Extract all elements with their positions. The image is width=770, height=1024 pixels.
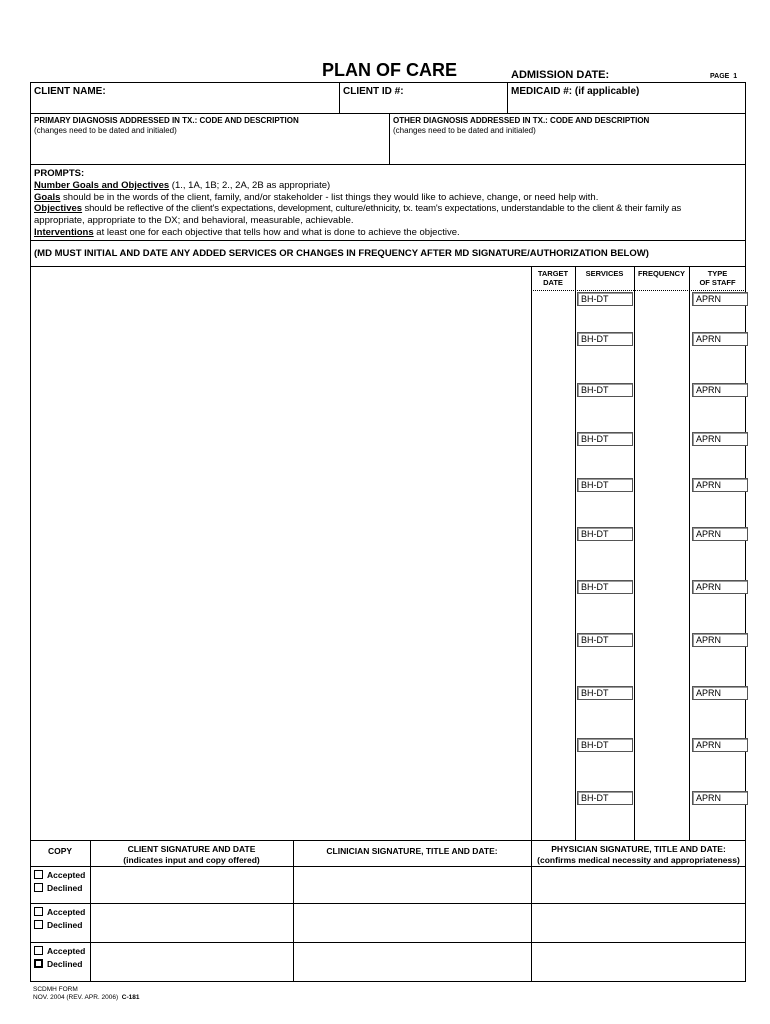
accepted-option-1[interactable]: Accepted — [34, 869, 85, 882]
prompts-heading: PROMPTS: — [34, 168, 85, 179]
admission-date-label: ADMISSION DATE: — [511, 69, 610, 81]
client-id-label: CLIENT ID #: — [343, 86, 404, 97]
declined-checkbox-1[interactable] — [34, 883, 43, 892]
declined-checkbox-3[interactable] — [34, 959, 43, 968]
prompt-line-4: appropriate, appropriate to the DX; and behavioral, measurable, achievable. — [34, 215, 354, 227]
staff-field-5[interactable]: APRN — [692, 478, 748, 492]
staff-field-6[interactable]: APRN — [692, 527, 748, 541]
form-footer — [33, 986, 140, 1002]
prompt-line-2: Goals should be in the words of the client, family, and/or stakeholder - list things they would like to achieve, change, or need help with. — [34, 191, 599, 203]
declined-option-3[interactable]: Declined — [34, 958, 85, 971]
staff-field-1[interactable]: APRN — [692, 292, 748, 306]
staff-field-3[interactable]: APRN — [692, 383, 748, 397]
services-field-11[interactable]: BH-DT — [577, 791, 633, 805]
prompts-section — [34, 168, 746, 239]
services-field-5[interactable]: BH-DT — [577, 478, 633, 492]
page-number: 1 — [733, 73, 738, 80]
other-diagnosis-label: OTHER DIAGNOSIS ADDRESSED IN TX.: CODE AND DESCRIPTION — [393, 116, 650, 125]
page-label: PAGE 1 — [710, 73, 738, 80]
client-name-label: CLIENT NAME: — [34, 86, 106, 97]
declined-checkbox-2[interactable] — [34, 920, 43, 929]
primary-diagnosis-label: PRIMARY DIAGNOSIS ADDRESSED IN TX.: CODE AND DESCRIPTION — [34, 116, 299, 125]
staff-field-10[interactable]: APRN — [692, 738, 748, 752]
services-field-9[interactable]: BH-DT — [577, 686, 633, 700]
other-diagnosis-note: (changes need to be dated and initialed) — [393, 126, 536, 135]
md-notice: (MD MUST INITIAL AND DATE ANY ADDED SERVICES OR CHANGES IN FREQUENCY AFTER MD SIGNATURE/AUTHORIZATION BELOW) — [34, 248, 649, 259]
prompt-line-1: Number Goals and Objectives (1., 1A, 1B; 2., 2A, 2B as appropriate) — [34, 179, 331, 191]
prompt-line-5: Interventions at least one for each objective that tells how and what is done to achieve the objective. — [34, 226, 460, 238]
copy-options-2 — [34, 906, 85, 932]
frequency-header: FREQUENCY — [637, 269, 686, 278]
services-field-7[interactable]: BH-DT — [577, 580, 633, 594]
type-of-staff-header: TYPE OF STAFF — [699, 269, 736, 287]
copy-options-3 — [34, 945, 85, 971]
medicaid-label: MEDICAID #: (if applicable) — [511, 86, 640, 97]
staff-field-4[interactable]: APRN — [692, 432, 748, 446]
declined-option-2[interactable]: Declined — [34, 919, 85, 932]
client-signature-header: CLIENT SIGNATURE AND DATE (indicates input and copy offered) — [123, 844, 260, 865]
footer-revision: NOV. 2004 (REV. APR. 2006) C-181 — [33, 994, 140, 1001]
staff-field-8[interactable]: APRN — [692, 633, 748, 647]
footer-form-label: SCDMH FORM — [33, 986, 78, 993]
accepted-option-2[interactable]: Accepted — [34, 906, 85, 919]
services-field-1[interactable]: BH-DT — [577, 292, 633, 306]
accepted-checkbox-3[interactable] — [34, 946, 43, 955]
footer-form-number: C-181 — [121, 994, 140, 1001]
services-field-3[interactable]: BH-DT — [577, 383, 633, 397]
declined-option-1[interactable]: Declined — [34, 882, 85, 895]
services-field-10[interactable]: BH-DT — [577, 738, 633, 752]
services-field-4[interactable]: BH-DT — [577, 432, 633, 446]
physician-signature-header: PHYSICIAN SIGNATURE, TITLE AND DATE: (confirms medical necessity and appropriateness) — [537, 844, 740, 865]
target-date-header: TARGET DATE — [537, 269, 569, 287]
staff-field-7[interactable]: APRN — [692, 580, 748, 594]
services-header: SERVICES — [585, 269, 624, 278]
clinician-signature-header: CLINICIAN SIGNATURE, TITLE AND DATE: — [326, 846, 498, 856]
page-title: PLAN OF CARE — [322, 60, 457, 80]
copy-header: COPY — [47, 846, 73, 856]
primary-diagnosis-note: (changes need to be dated and initialed) — [34, 126, 177, 135]
services-field-6[interactable]: BH-DT — [577, 527, 633, 541]
accepted-option-3[interactable]: Accepted — [34, 945, 85, 958]
prompt-line-3: Objectives should be reflective of the client's expectations, development, culture/ethnicity, tx. team's expectations, understandable to the client & their family as — [34, 203, 682, 215]
services-field-8[interactable]: BH-DT — [577, 633, 633, 647]
staff-field-2[interactable]: APRN — [692, 332, 748, 346]
accepted-checkbox-1[interactable] — [34, 870, 43, 879]
staff-field-9[interactable]: APRN — [692, 686, 748, 700]
copy-options-1 — [34, 869, 85, 895]
accepted-checkbox-2[interactable] — [34, 907, 43, 916]
staff-field-11[interactable]: APRN — [692, 791, 748, 805]
services-field-2[interactable]: BH-DT — [577, 332, 633, 346]
